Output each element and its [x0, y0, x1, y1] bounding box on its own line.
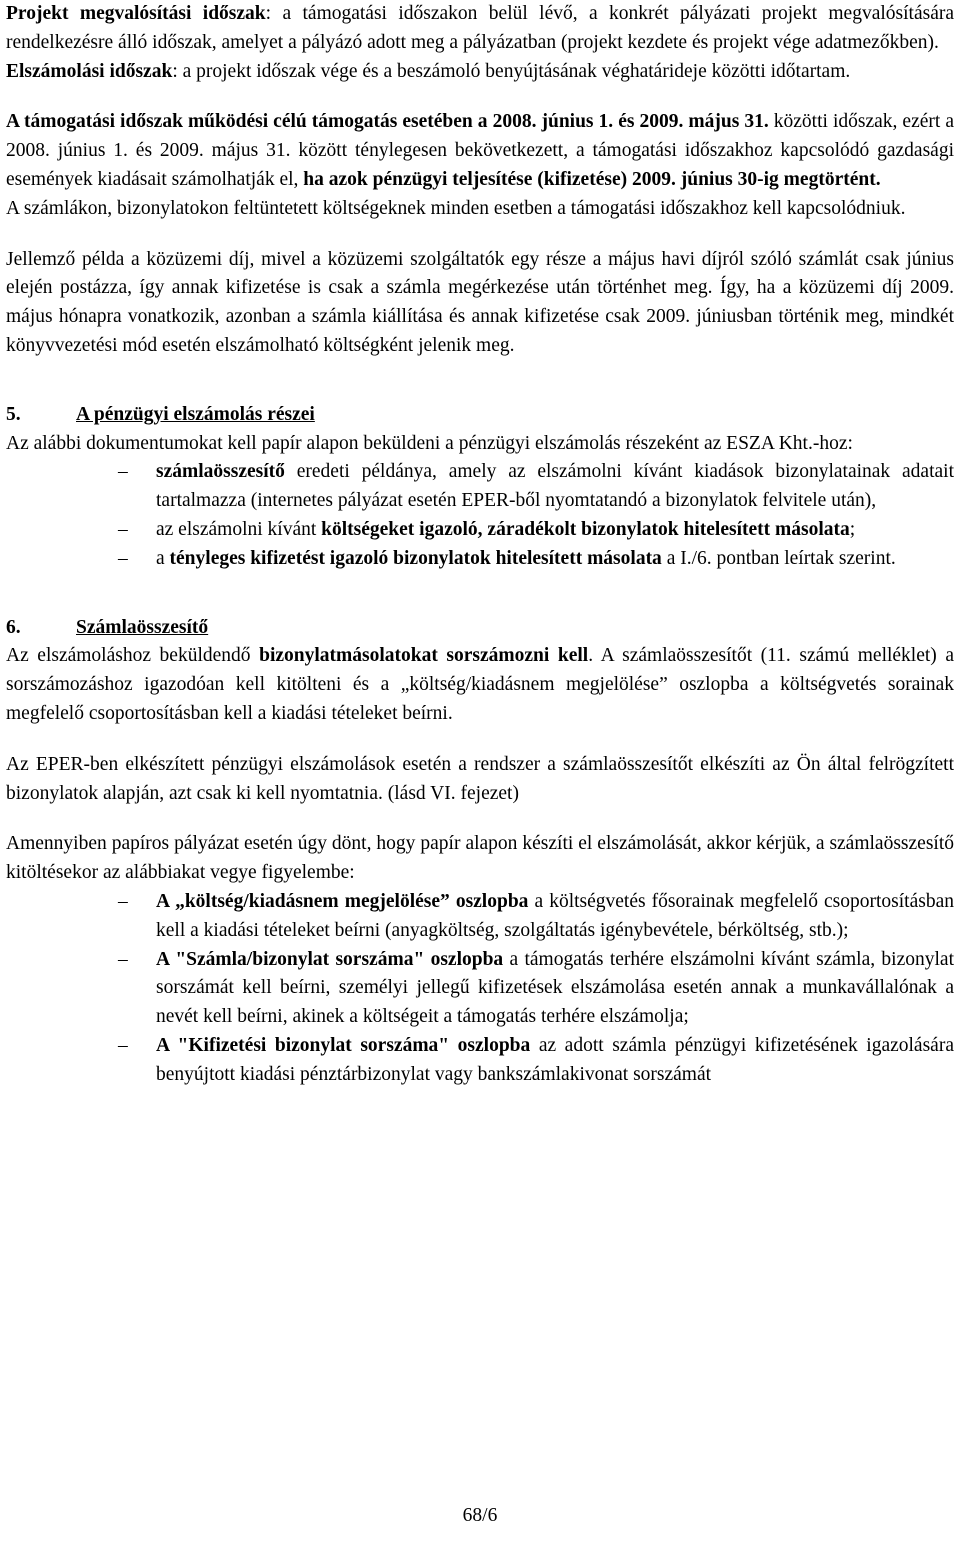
- term-project-period: Projekt megvalósítási időszak: [6, 3, 266, 24]
- list-item: – az elszámolni kívánt költségeket igazoló, záradékolt bizonylatok hitelesített másolata;: [6, 516, 954, 545]
- list-item: – számlaösszesítő eredeti példánya, amely az elszámolni kívánt kiadások bizonylatainak adatait tartalmazza (internetes pályázat esetén EPER-ből nyomtatandó a bizonylatok felvitele után),: [6, 458, 954, 516]
- section-6-heading: 6. Számlaösszesítő: [6, 616, 209, 638]
- section-6-list: [6, 888, 954, 1090]
- dash-bullet: –: [118, 890, 128, 912]
- invoice-costs-paragraph: A számlákon, bizonylatokon feltüntetett költségeknek minden esetben a támogatási időszakhoz kell kapcsolódniuk.: [6, 197, 906, 219]
- list-item: – A "Kifizetési bizonylat sorszáma" oszlopba az adott számla pénzügyi kifizetésének igazolására benyújtott kiadási pénztárbizonylat vagy bankszámlakivonat sorszámát: [6, 1032, 954, 1090]
- dash-bullet: –: [118, 547, 128, 569]
- section-6-paragraph-1: Az elszámoláshoz beküldendő bizonylatmásolatokat sorszámozni kell. A számlaösszesítőt (11. számú melléklet) a sorszámozáshoz igazodóan kell kitölteni és a „költség/kiadásnem megjelölése” oszlopba a költségvetés sorainak megfelelő csoportosításban kell a kiadási tételeket beírni.: [6, 645, 955, 724]
- document-page: [6, 0, 954, 1090]
- section-5-intro: Az alábbi dokumentumokat kell papír alapon beküldeni a pénzügyi elszámolás részeként az ESZA Kht.-hoz:: [6, 432, 853, 454]
- dash-bullet: –: [118, 948, 128, 970]
- intro-paragraph-1: Projekt megvalósítási időszak: a támogatási időszakon belül lévő, a konkrét pályázati projekt megvalósítására rendelkezésre álló időszak, amelyet a pályázó adott meg a pályázatban (projekt kezdete és projekt vége adatmezőkben).: [6, 3, 954, 53]
- list-item: – A "Számla/bizonylat sorszáma" oszlopba a támogatás terhére elszámolni kívánt számla, bizonylat sorszámát kell beírni, személyi jellegű kifizetések elszámolása esetén annak a munkavállalónak a nevét kell beírni, akinek a költségeit a támogatás terhére elszámolja;: [6, 946, 954, 1032]
- section-5-list: [6, 458, 954, 573]
- section-6-paragraph-2: Az EPER-ben elkészített pénzügyi elszámolások esetén a rendszer a számlaösszesítőt elkészíti az Ön által felrögzített bizonylatok alapján, azt csak ki kell nyomtatnia. (lásd VI. fejezet): [6, 753, 954, 804]
- support-period-paragraph: A támogatási időszak működési célú támogatás esetében a 2008. június 1. és 2009. május 31. közötti időszak, ezért a 2008. június 1. és 2009. május 31. között ténylegesen bekövetkezett, a támogatási időszakhoz kapcsolódó gazdasági események kiadásait számolhatják el, ha azok pénzügyi teljesítése (kifizetése) 2009. június 30-ig megtörtént.: [6, 111, 954, 190]
- list-item: – A „költség/kiadásnem megjelölése” oszlopba a költségvetés fősorainak megfelelő csoportosításban kell a kiadási tételeket beírni (anyagköltség, szolgáltatás igénybevétele, bérköltség, stb.);: [6, 888, 954, 946]
- page-number: 68/6: [462, 1505, 498, 1526]
- intro-paragraph-2: Elszámolási időszak: a projekt időszak vége és a beszámoló benyújtásának véghatárideje közötti időtartam.: [6, 60, 851, 82]
- section-6-paragraph-3: Amennyiben papíros pályázat esetén úgy dönt, hogy papír alapon készíti el elszámolását, akkor kérjük, a számlaösszesítő kitöltésekor az alábbiakat vegye figyelembe:: [6, 833, 954, 884]
- dash-bullet: –: [118, 461, 128, 483]
- list-item: – a tényleges kifizetést igazoló bizonylatok hitelesített másolata a I./6. pontban leírtak szerint.: [6, 545, 954, 574]
- dash-bullet: –: [118, 518, 128, 540]
- example-paragraph: Jellemző példa a közüzemi díj, mivel a közüzemi szolgáltatók egy része a május havi díjról szóló számlát csak június elején postázza, így annak kifizetése is csak a számla megérkezése után történhet meg. Így, ha a közüzemi díj 2009. május hónapra vonatkozik, azonban a számla kiállítása és annak kifizetése csak 2009. júniusban történik meg, mindkét könyvvezetési mód esetén elszámolható költségként jelenik meg.: [6, 248, 954, 356]
- term-settlement-period: Elszámolási időszak: [6, 60, 173, 82]
- section-5-heading: 5. A pénzügyi elszámolás részei: [6, 403, 315, 425]
- section-5-title: A pénzügyi elszámolás részei: [76, 403, 315, 425]
- dash-bullet: –: [118, 1034, 128, 1056]
- section-6-title: Számlaösszesítő: [76, 616, 209, 638]
